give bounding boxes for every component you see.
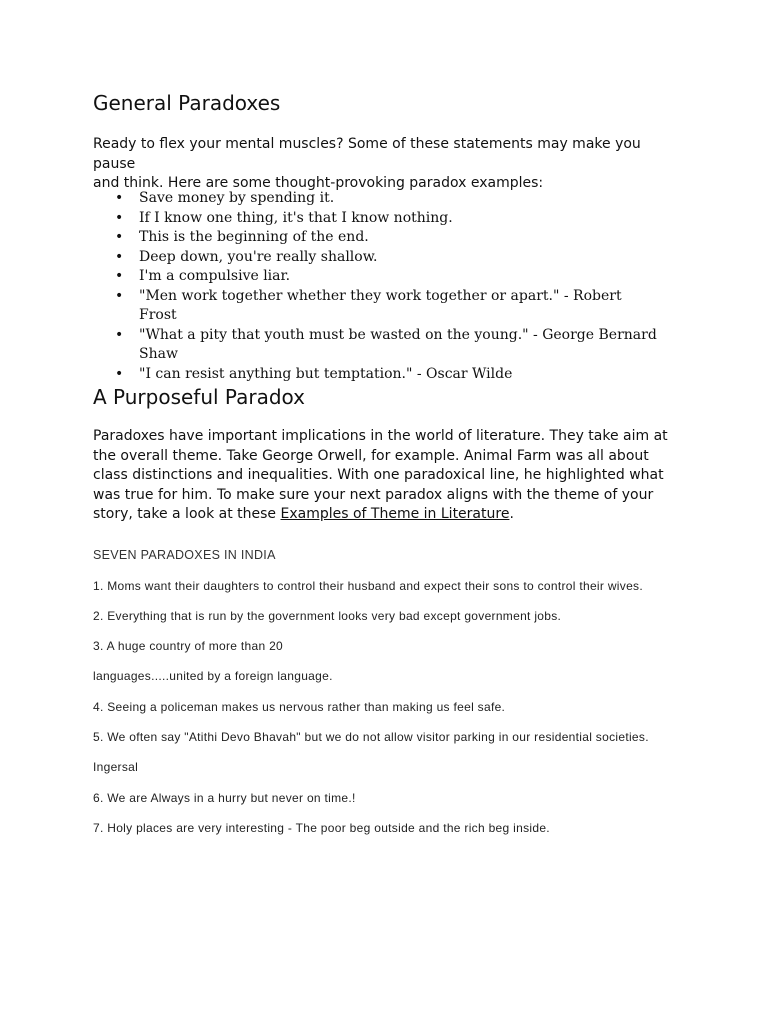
bullet-icon: • — [115, 326, 124, 343]
section-heading-general-paradoxes: General Paradoxes — [93, 91, 281, 115]
list-item: • "I can resist anything but temptation." - Oscar Wilde — [93, 365, 678, 385]
bullet-icon: • — [115, 365, 124, 382]
india-line-7: 7. Holy places are very interesting - The poor beg outside and the rich beg inside. — [93, 821, 550, 835]
india-paradoxes-heading: SEVEN PARADOXES IN INDIA — [93, 548, 276, 562]
list-item: • "What a pity that youth must be wasted on the young." - George Bernard Shaw — [115, 326, 657, 362]
section-heading-purposeful-paradox: A Purposeful Paradox — [93, 385, 305, 409]
purposeful-paragraph-end: . — [509, 506, 514, 523]
list-item: • Deep down, you're really shallow. — [93, 248, 678, 268]
list-item: • This is the beginning of the end. — [93, 228, 678, 248]
list-item: • If I know one thing, it's that I know nothing. — [93, 209, 678, 229]
paradox-bullet-list — [93, 189, 678, 384]
india-line-4: 4. Seeing a policeman makes us nervous rather than making us feel safe. — [93, 700, 506, 714]
india-line-3-continued: languages.....united by a foreign language. — [93, 669, 333, 683]
india-line-1: 1. Moms want their daughters to control their husband and expect their sons to control their wives. — [93, 579, 643, 593]
purposeful-paragraph — [93, 427, 678, 525]
bullet-icon: • — [115, 209, 124, 226]
examples-of-theme-link[interactable]: Examples of Theme in Literature — [280, 506, 510, 523]
bullet-icon: • — [115, 190, 124, 206]
india-line-2: 2. Everything that is run by the government looks very bad except government jobs. — [93, 609, 562, 623]
india-line-3: 3. A huge country of more than 20 — [93, 639, 284, 653]
list-item: • I'm a compulsive liar. — [93, 267, 678, 287]
bullet-icon: • — [115, 287, 124, 304]
intro-paragraph — [93, 135, 678, 194]
bullet-icon: • — [115, 268, 124, 284]
list-item: • Save money by spending it. — [93, 189, 678, 209]
bullet-icon: • — [115, 248, 124, 265]
bullet-icon: • — [115, 229, 124, 245]
india-line-6: 6. We are Always in a hurry but never on time.! — [93, 791, 356, 805]
ingersal-note: Ingersal — [93, 760, 139, 774]
list-item: • "Men work together whether they work together or apart." - Robert Frost — [115, 287, 622, 323]
purposeful-paragraph-text: Paradoxes have important implications in the world of literature. They take aim at the overall theme. Take George Orwell, for example. Animal Farm was all about class distinctions and inequalities. With one paradoxical line, he highlighted what was true for him. To make sure your next paradox aligns with the theme of your story, take a look at these — [93, 428, 668, 523]
intro-line-1: Ready to flex your mental muscles? Some of these statements may make you pause — [93, 136, 641, 172]
india-line-5: 5. We often say "Atithi Devo Bhavah" but we do not allow visitor parking in our residential societies. — [93, 730, 649, 744]
intro-line-2: and think. Here are some thought-provoking paradox examples: — [93, 175, 544, 191]
